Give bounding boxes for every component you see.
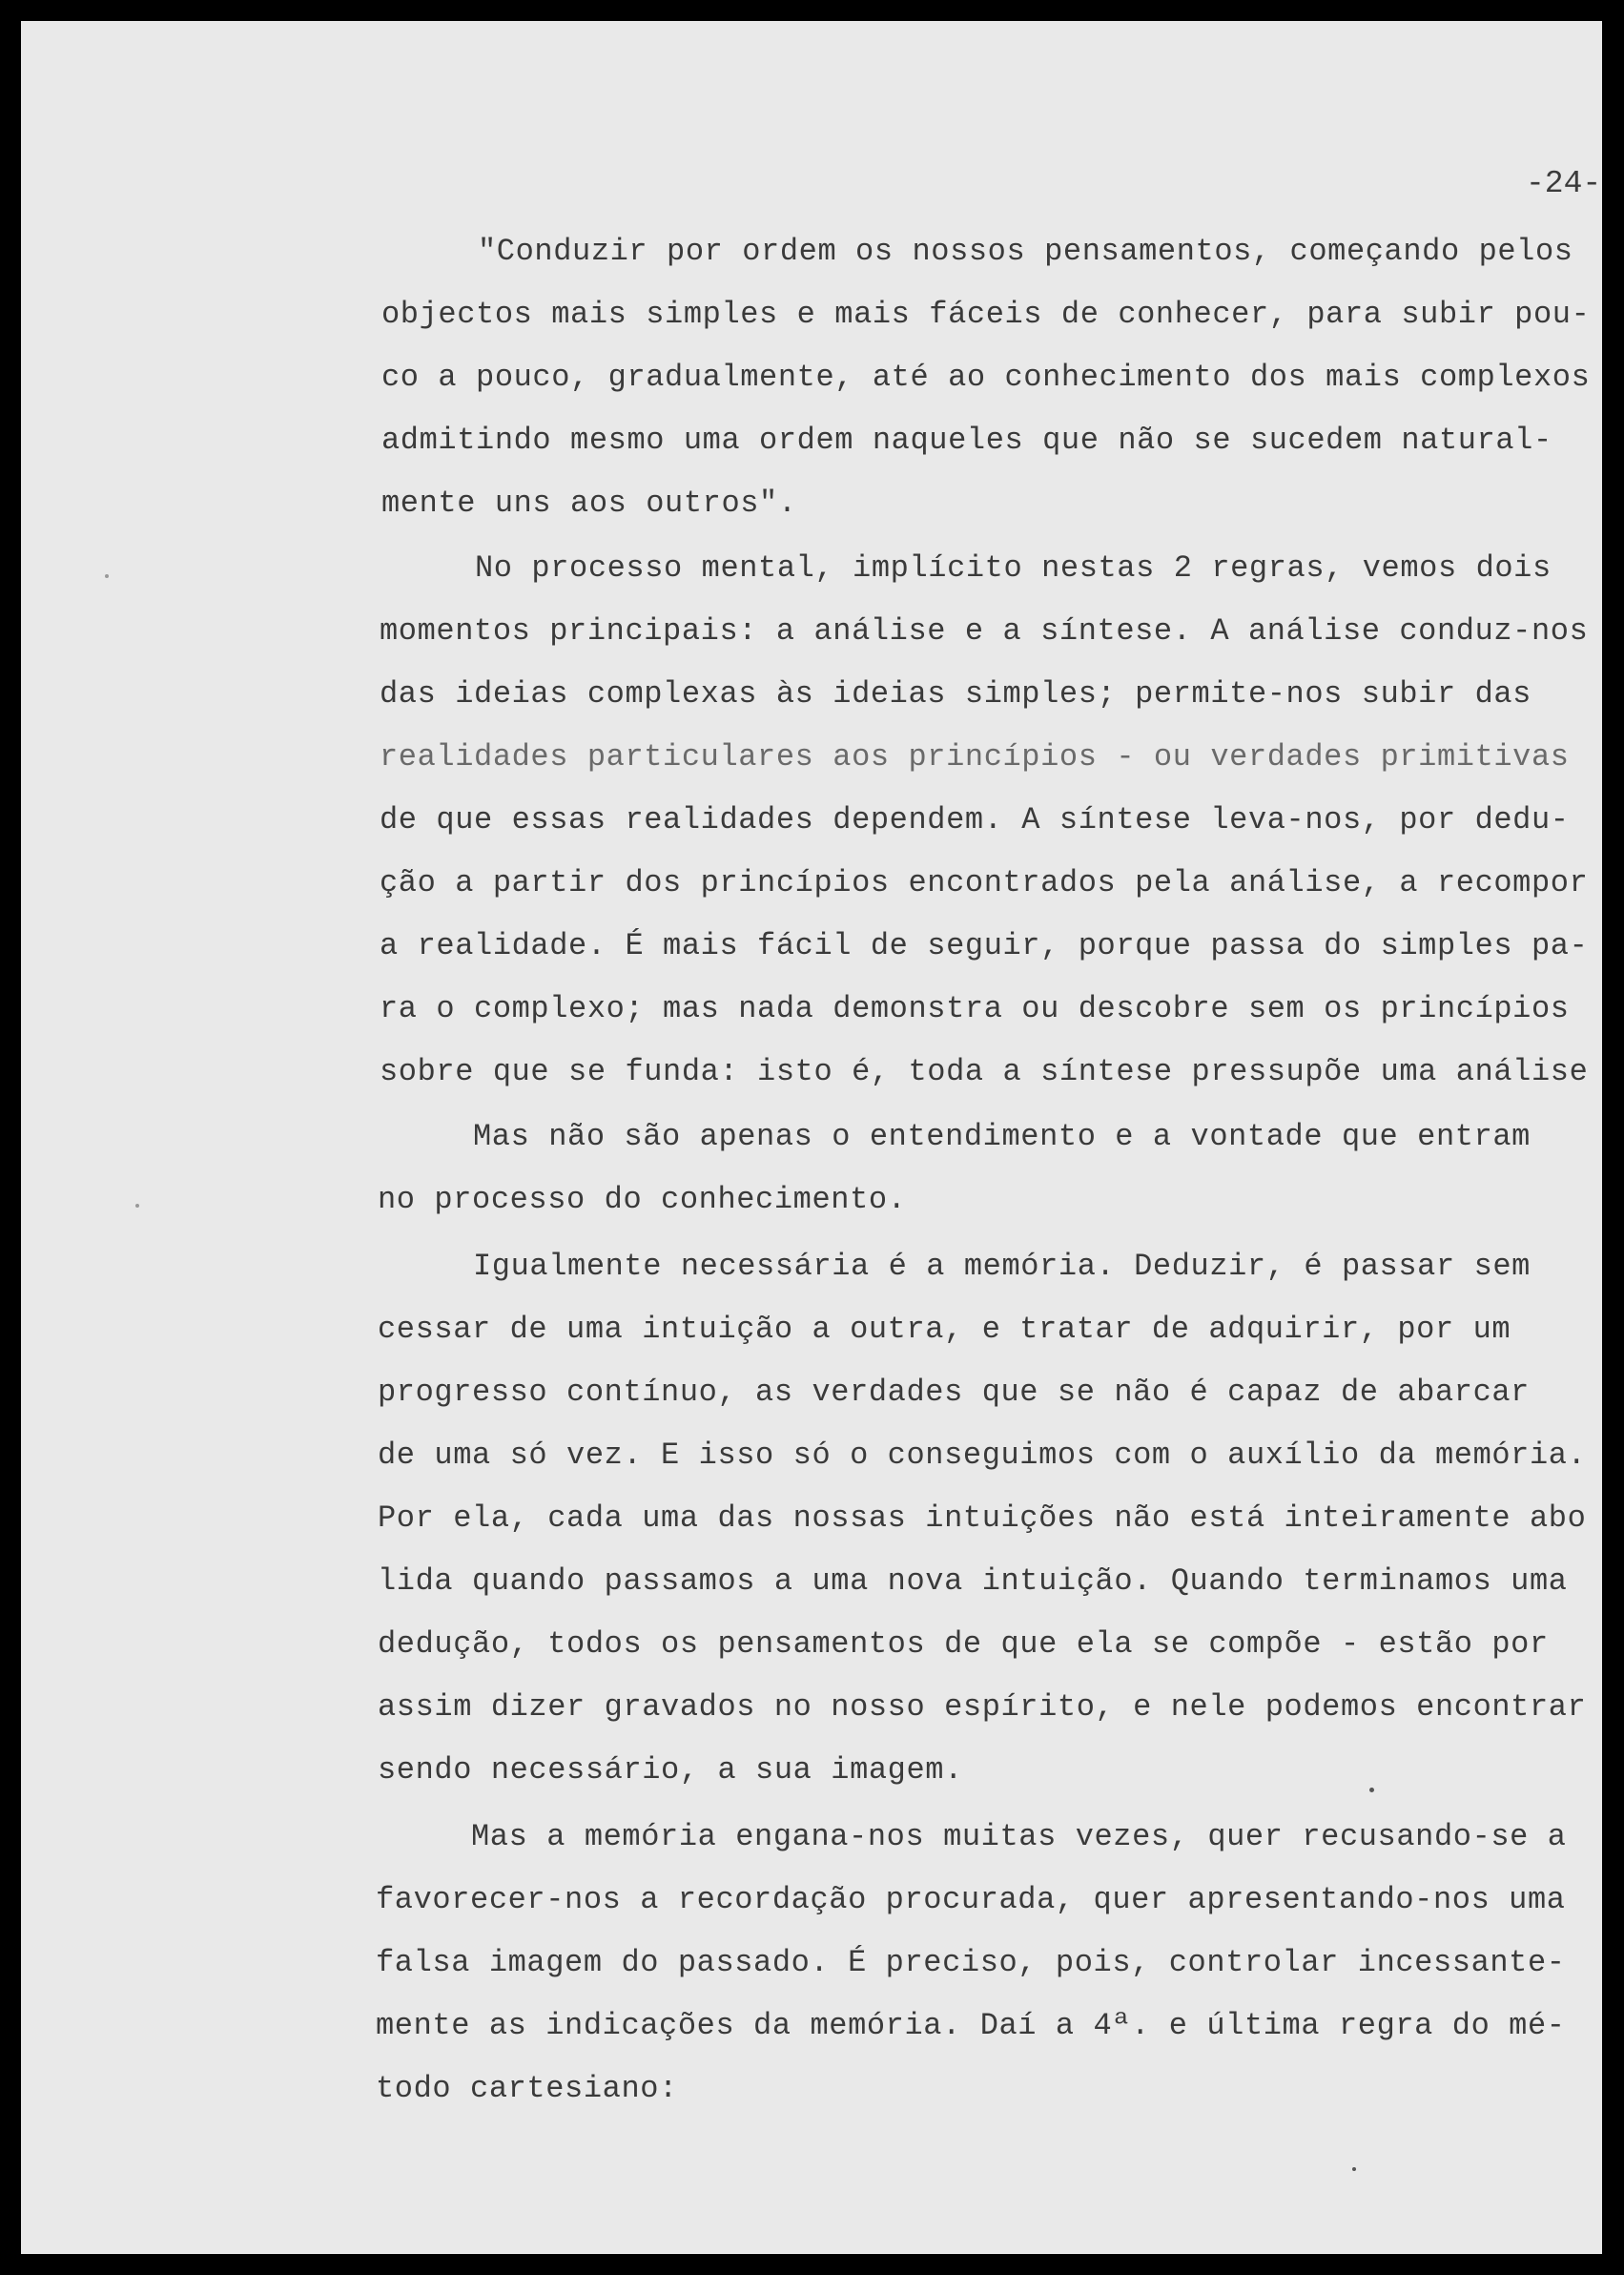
typewritten-page [21,21,1602,2254]
paper-speck [1369,1788,1374,1792]
text-line: favorecer-nos a recordação procurada, quer apresentando-nos uma [376,1882,1566,1917]
text-line: assim dizer gravados no nosso espírito, e nele podemos encontrar [378,1689,1587,1725]
text-line: dedução, todos os pensamentos de que ela se compõe - estão por [378,1626,1549,1662]
paper-speck [105,574,109,578]
text-line: sendo necessário, a sua imagem. [378,1752,963,1788]
text-line: "Conduzir por ordem os nossos pensamentos, começando pelos [478,234,1573,269]
text-line: progresso contínuo, as verdades que se não é capaz de abarcar [378,1375,1530,1410]
text-line: a realidade. É mais fácil de seguir, porque passa do simples pa- [380,928,1589,963]
text-line: realidades particulares aos princípios - ou verdades primitivas [380,739,1570,775]
text-line: Igualmente necessária é a memória. Deduzir, é passar sem [473,1249,1531,1284]
text-line: No processo mental, implícito nestas 2 regras, vemos dois [475,550,1552,586]
text-line: co a pouco, gradualmente, até ao conhecimento dos mais complexos [381,360,1591,395]
text-line: sobre que se funda: isto é, toda a síntese pressupõe uma análise [380,1054,1589,1089]
text-line: ção a partir dos princípios encontrados pela análise, a recompor [380,865,1589,900]
text-line: Mas não são apenas o entendimento e a vontade que entram [473,1119,1531,1154]
text-line: mente uns aos outros". [381,486,797,521]
text-line: objectos mais simples e mais fáceis de conhecer, para subir pou- [381,297,1591,332]
paper-speck [1352,2167,1356,2171]
text-line: admitindo mesmo uma ordem naqueles que não se sucedem natural- [381,423,1552,458]
text-line: mente as indicações da memória. Daí a 4ª. e última regra do mé- [376,2008,1566,2043]
text-line: no processo do conhecimento. [378,1182,907,1217]
paper-speck [135,1204,139,1208]
text-line: todo cartesiano: [376,2071,678,2106]
text-line: ra o complexo; mas nada demonstra ou descobre sem os princípios [380,991,1570,1026]
text-line: de que essas realidades dependem. A síntese leva-nos, por dedu- [380,802,1570,838]
text-line: das ideias complexas às ideias simples; permite-nos subir das [380,676,1531,712]
text-line: momentos principais: a análise e a síntese. A análise conduz-nos [380,613,1589,649]
page-number: -24- [1526,166,1602,201]
text-line: lida quando passamos a uma nova intuição. Quando terminamos uma [378,1563,1568,1599]
text-line: cessar de uma intuição a outra, e tratar de adquirir, por um [378,1312,1511,1347]
text-line: falsa imagem do passado. É preciso, pois, controlar incessante- [376,1945,1566,1980]
text-line: de uma só vez. E isso só o conseguimos com o auxílio da memória. [378,1437,1587,1473]
text-line: Por ela, cada uma das nossas intuições não está inteiramente abo [378,1500,1587,1536]
text-line: Mas a memória engana-nos muitas vezes, quer recusando-se a [471,1819,1567,1854]
